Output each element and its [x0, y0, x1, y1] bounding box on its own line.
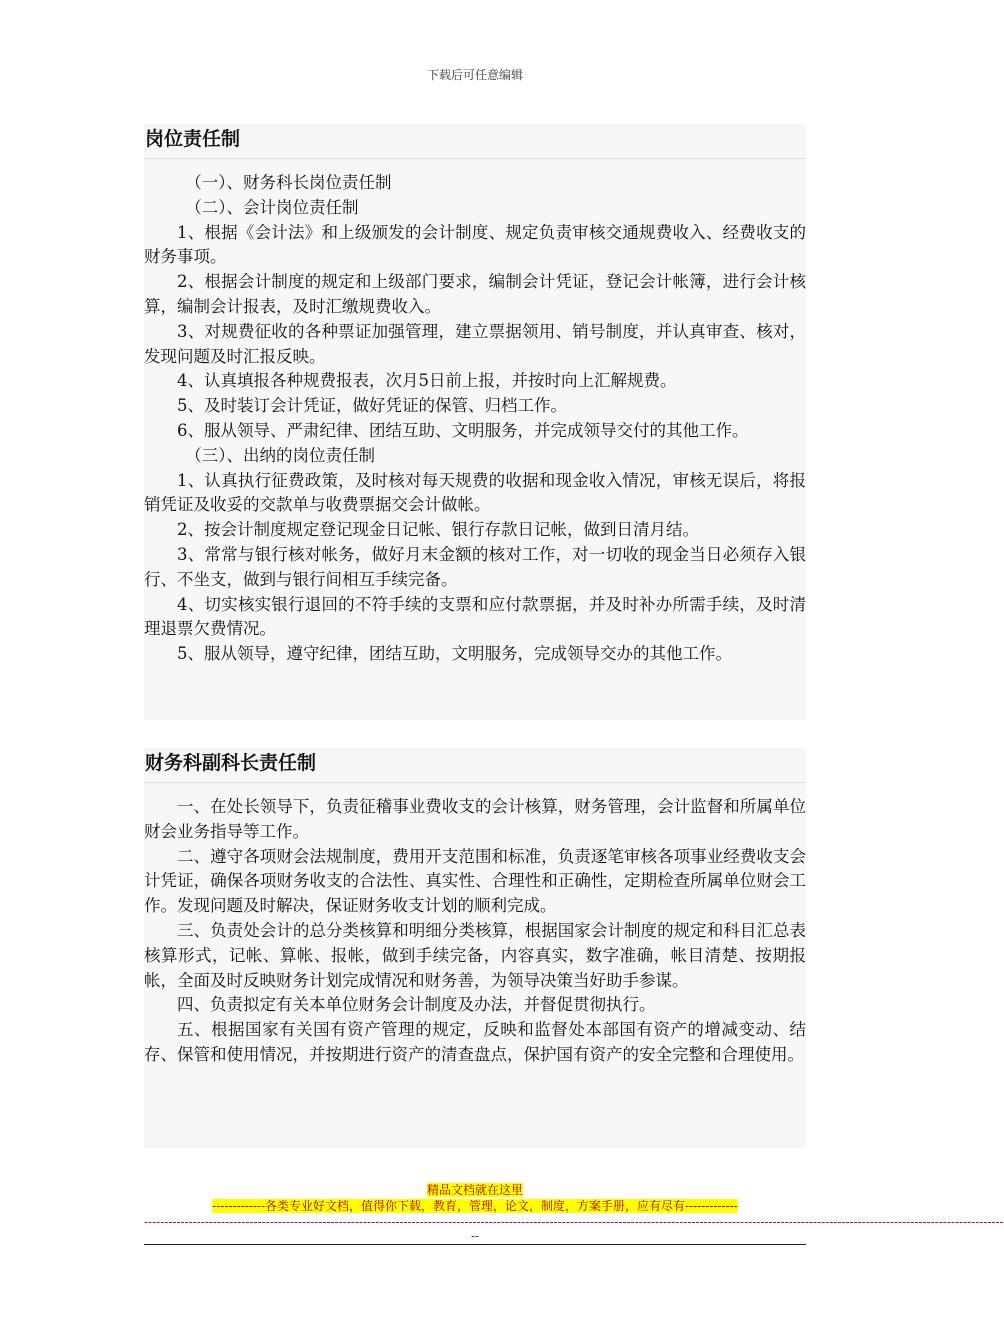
- footer-line-2: [0, 1197, 950, 1214]
- paragraph: 5、及时装订会计凭证，做好凭证的保管、归档工作。: [177, 396, 567, 416]
- subsection-heading: （一）、财务科长岗位责任制: [185, 173, 392, 192]
- footer-line-1: [0, 1181, 950, 1198]
- paragraph: 2、根据会计制度的规定和上级部门要求，编制会计凭证，登记会计帐簿，进行会计核算，编制会计报表，及时汇缴规费收入。: [144, 272, 806, 316]
- section-title: 财务科副科长责任制: [144, 748, 806, 783]
- footer-highlight-text: -------------各类专业好文档，值得你下载，教育，管理，论文，制度，方案手册，应有尽有-------------: [212, 1199, 738, 1213]
- footer-rule: [144, 1244, 806, 1245]
- paragraph: 3、对规费征收的各种票证加强管理，建立票据领用、销号制度，并认真审查、核对，发现问题及时汇报反映。: [144, 321, 806, 366]
- paragraph: 6、服从领导、严肃纪律、团结互助、文明服务，并完成领导交付的其他工作。: [177, 420, 749, 440]
- paragraph: 5、服从领导，遵守纪律，团结互助，文明服务，完成领导交办的其他工作。: [177, 644, 732, 664]
- paragraph: 二、遵守各项财会法规制度，费用开支范围和标准，负责逐笔审核各项事业经费收支会计凭证，确保各项财务收支的合法性、真实性、合理性和正确性，定期检查所属单位财会工作。发现问题及时解决，保证财务收支计划的顺利完成。: [144, 846, 806, 916]
- header-note: 下载后可任意编辑: [426, 68, 523, 82]
- paragraph: 1、根据《会计法》和上级颁发的会计制度、规定负责审核交通规费收入、经费收支的财务事项。: [144, 222, 806, 267]
- paragraph: 一、在处长领导下，负责征稽事业费收支的会计核算，财务管理，会计监督和所属单位财会业务指导等工作。: [144, 797, 806, 841]
- footer-dash-tail: --: [470, 1229, 480, 1243]
- paragraph: 1、认真执行征费政策，及时核对每天规费的收据和现金收入情况，审核无误后，将报销凭证及收妥的交款单与收费票据交会计做帐。: [144, 470, 806, 515]
- section-deputy-chief-responsibility: [144, 748, 806, 1148]
- section-job-responsibility: [144, 124, 806, 720]
- subsection-heading: （二）、会计岗位责任制: [185, 197, 359, 217]
- subsection-heading: （三）、出纳的岗位责任制: [185, 445, 375, 465]
- footer-dash-line: --------------------------------------------------------------------------------------------------------------------------------------------------------------------------------------------------------------------: [144, 1215, 1004, 1229]
- paragraph: 4、认真填报各种规费报表，次月5日前上报，并按时向上汇解规费。: [177, 371, 677, 391]
- section-body: [144, 159, 806, 667]
- footer-highlight-text: 精品文档就在这里: [426, 1183, 523, 1197]
- paragraph: 4、切实核实银行退回的不符手续的支票和应付款票据，并及时补办所需手续，及时清理退票欠费情况。: [144, 594, 806, 639]
- paragraph: 三、负责处会计的总分类核算和明细分类核算，根据国家会计制度的规定和科目汇总表核算形式，记帐、算帐、报帐，做到手续完备，内容真实，数字准确，帐目清楚、按期报帐，全面及时反映财务计划完成情况和财务善，为领导决策当好助手参谋。: [144, 920, 806, 990]
- paragraph: 3、常常与银行核对帐务，做好月末金额的核对工作，对一切收的现金当日必须存入银行、不坐支，做到与银行间相互手续完备。: [144, 544, 806, 589]
- paragraph: 2、按会计制度规定登记现金日记帐、银行存款日记帐，做到日清月结。: [177, 520, 699, 540]
- paragraph: 五、根据国家有关国有资产管理的规定，反映和监督处本部国有资产的增减变动、结存、保管和使用情况，并按期进行资产的清查盘点，保护国有资产的安全完整和合理使用。: [144, 1020, 806, 1064]
- section-title: 岗位责任制: [144, 124, 806, 159]
- paragraph: 四、负责拟定有关本单位财务会计制度及办法，并督促贯彻执行。: [177, 995, 656, 1015]
- section-body: [144, 783, 806, 1068]
